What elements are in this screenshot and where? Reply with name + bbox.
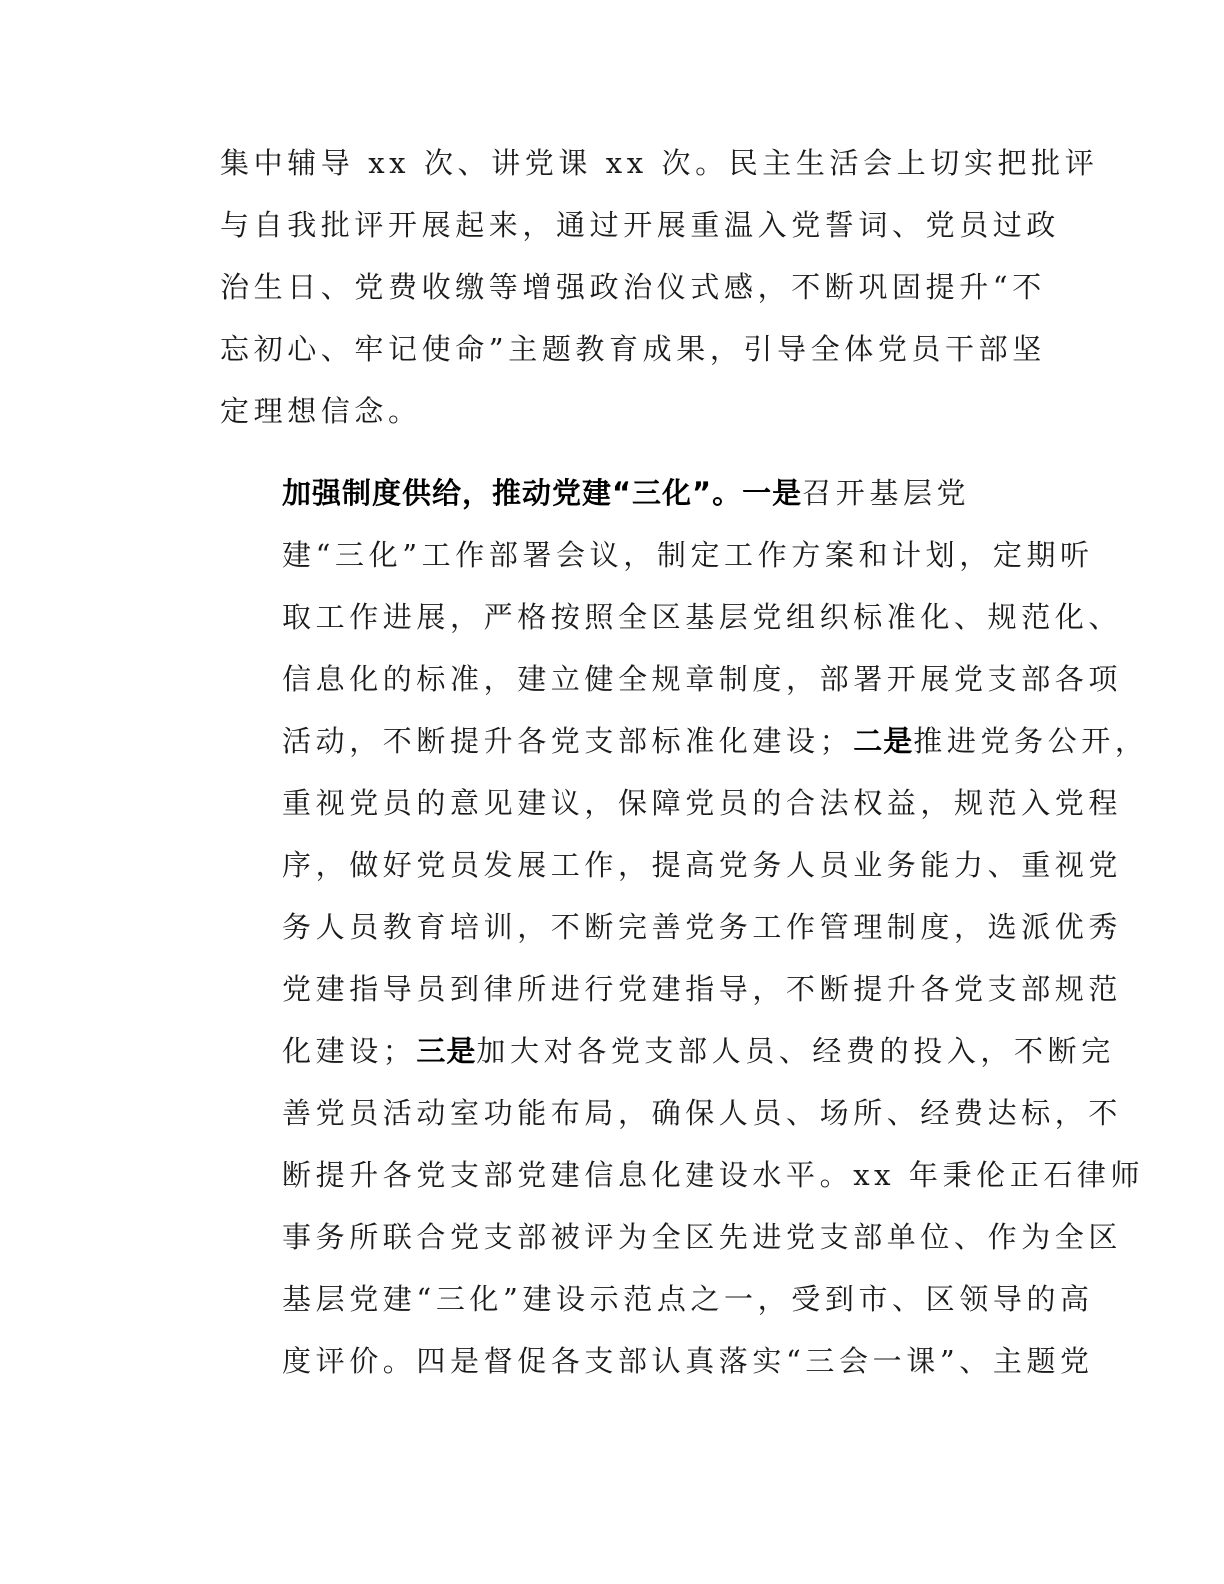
paragraph-2-line: 取工作进展，严格按照全区基层党组织标准化、规范化、 [282, 600, 1123, 634]
paragraph-2-text: 活动，不断提升各党支部标准化建设； [282, 724, 854, 758]
paragraph-2-line [220, 1020, 1115, 1082]
paragraph-2-line: 事务所联合党支部被评为全区先进党支部单位、作为全区 [282, 1220, 1123, 1254]
body-text [220, 132, 1149, 1392]
paragraph-2-line [220, 462, 1010, 524]
paragraph-2-line: 断提升各党支部党建信息化建设水平。xx 年秉伦正石律师 [282, 1158, 1145, 1192]
paragraph-2-text: 召开基层党 [802, 476, 971, 510]
paragraph-2-line: 度评价。四是督促各支部认真落实“三会一课”、主题党 [282, 1344, 1094, 1378]
section-heading: 加强制度供给，推动党建“三化”。 [282, 476, 743, 510]
paragraph-2-text: 推进党务公开， [913, 724, 1149, 758]
item-label-three: 三是 [416, 1034, 477, 1068]
paragraph-1-line: 定理想信念。 [220, 394, 422, 428]
paragraph-2-line: 务人员教育培训，不断完善党务工作管理制度，选派优秀 [282, 910, 1123, 944]
paragraph-2 [220, 462, 1149, 1392]
paragraph-2-line [220, 710, 1149, 772]
paragraph-1 [220, 132, 1099, 442]
paragraph-2-line: 信息化的标准，建立健全规章制度，部署开展党支部各项 [282, 662, 1123, 696]
paragraph-2-line: 重视党员的意见建议，保障党员的合法权益，规范入党程 [282, 786, 1123, 820]
paragraph-2-text: 加大对各党支部人员、经费的投入，不断完 [476, 1034, 1115, 1068]
paragraph-1-line: 集中辅导 xx 次、讲党课 xx 次。民主生活会上切实把批评 [220, 146, 1099, 180]
item-label-two: 二是 [853, 724, 914, 758]
paragraph-2-line: 建“三化”工作部署会议，制定工作方案和计划，定期听 [282, 538, 1094, 572]
paragraph-2-text: 化建设； [282, 1034, 417, 1068]
paragraph-1-line: 忘初心、牢记使命”主题教育成果，引导全体党员干部坚 [220, 332, 1046, 366]
item-label-one: 一是 [742, 476, 803, 510]
paragraph-2-line: 党建指导员到律所进行党建指导，不断提升各党支部规范 [282, 972, 1123, 1006]
paragraph-1-line: 与自我批评开展起来，通过开展重温入党誓词、党员过政 [220, 208, 1061, 242]
paragraph-1-line: 治生日、党费收缴等增强政治仪式感，不断巩固提升“不 [220, 270, 1046, 304]
paragraph-2-line: 基层党建“三化”建设示范点之一，受到市、区领导的高 [282, 1282, 1094, 1316]
paragraph-2-line: 序，做好党员发展工作，提高党务人员业务能力、重视党 [282, 848, 1123, 882]
paragraph-2-line: 善党员活动室功能布局，确保人员、场所、经费达标，不 [282, 1096, 1123, 1130]
